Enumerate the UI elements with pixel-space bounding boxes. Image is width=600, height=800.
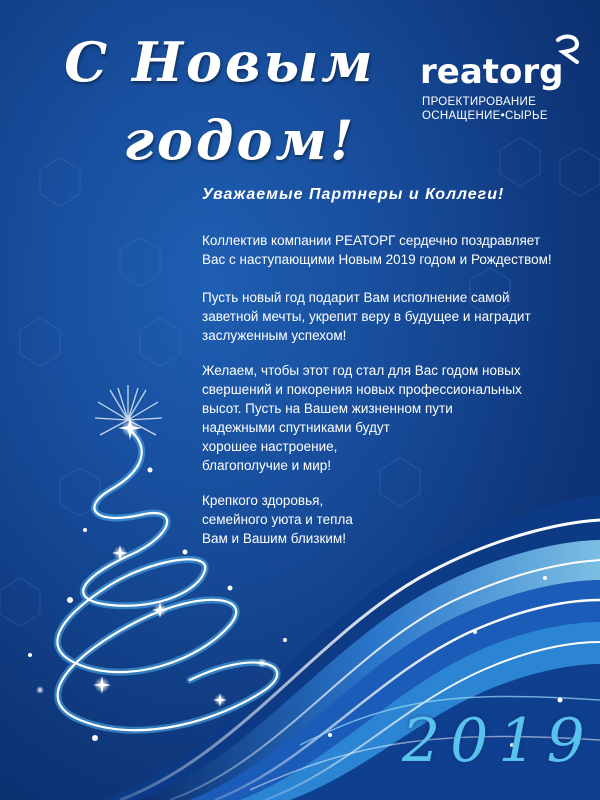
title-line-1: С Новым [64, 30, 376, 94]
paragraph-line: Вам и Вашим близким! [202, 531, 346, 546]
christmas-tree-spiral-icon [57, 430, 277, 730]
letter-paragraph-4 [202, 491, 592, 548]
logo-tagline-2: ОСНАЩЕНИЕ•СЫРЬЕ [422, 110, 548, 122]
paragraph-line: надежными спутниками будут [202, 420, 390, 435]
logo-r-icon [553, 34, 583, 68]
letter-greeting: Уважаемые Партнеры и Коллеги! [202, 186, 505, 203]
paragraph-line: благополучие и мир! [202, 458, 332, 473]
logo-brand: reatorg [420, 52, 564, 92]
paragraph-line: хорошее настроение, [202, 439, 338, 454]
title-line-2: годом! [123, 108, 357, 172]
paragraph-line: Коллектив компании РЕАТОРГ сердечно поздравляет [202, 233, 541, 248]
letter-paragraph-3 [202, 361, 592, 475]
paragraph-line: Крепкого здоровья, [202, 493, 324, 508]
paragraph-line: Пусть новый год подарит Вам исполнение самой [202, 290, 510, 305]
paragraph-line: свершений и покорения новых профессиональных [202, 382, 522, 397]
paragraph-line: семейного уюта и тепла [202, 512, 353, 527]
logo-tagline-1: ПРОЕКТИРОВАНИЕ [422, 96, 537, 108]
year-label: 2019 [402, 706, 595, 776]
paragraph-line: высот. Пусть на Вашем жизненном пути [202, 401, 453, 416]
letter-paragraph-1 [202, 231, 592, 269]
paragraph-line: Желаем, чтобы этот год стал для Вас годом новых [202, 363, 521, 378]
paragraph-line: заветной мечты, укрепит веру в будущее и наградит [202, 309, 531, 324]
paragraph-line: заслуженным успехом! [202, 328, 347, 343]
paragraph-line: Вас с наступающими Новым 2019 годом и Рождеством! [202, 252, 552, 267]
letter-paragraph-2 [202, 288, 592, 345]
